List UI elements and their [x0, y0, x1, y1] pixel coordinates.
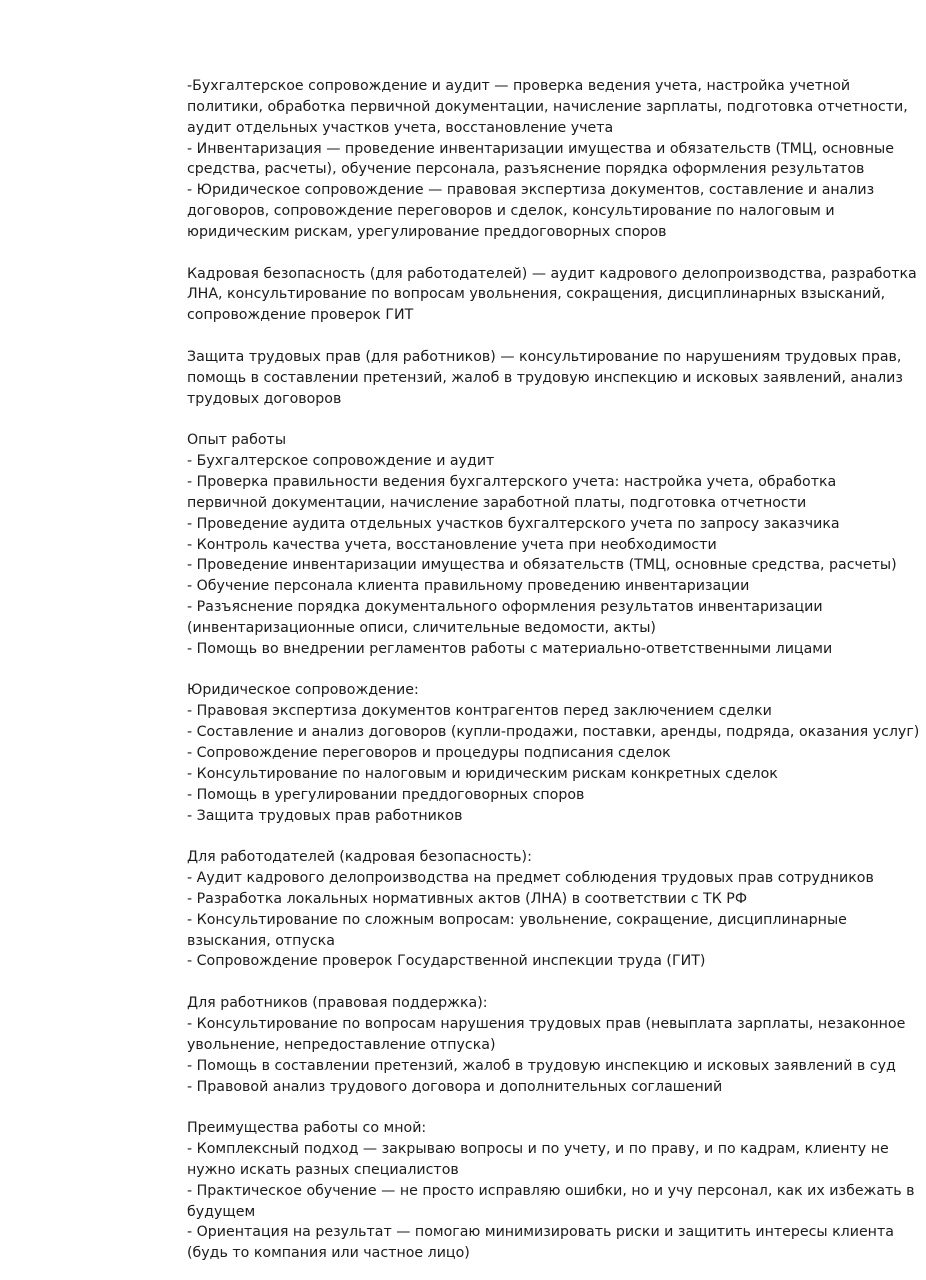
list-item: - Разъяснение порядка документального оформления результатов инвентаризации: [187, 599, 823, 616]
text-line: Защита трудовых прав (для работников) — консультирование по нарушениям трудовых прав,: [187, 348, 902, 365]
list-item: - Комплексный подход — закрываю вопросы и по учету, и по праву, и по кадрам, клиенту не: [187, 1141, 889, 1158]
paragraph-gap: [187, 410, 887, 431]
employers-section: [187, 847, 887, 972]
text-line: юридическим рискам, урегулирование преддоговорных споров: [187, 223, 667, 240]
list-item: - Консультирование по сложным вопросам: увольнение, сокращение, дисциплинарные: [187, 911, 847, 928]
list-item: - Защита трудовых прав работников: [187, 807, 463, 824]
list-item: нужно искать разных специалистов: [187, 1161, 459, 1178]
text-line: трудовых договоров: [187, 390, 342, 407]
legal-support-section: [187, 680, 920, 826]
text-line: ЛНА, консультирование по вопросам увольнения, сокращения, дисциплинарных взысканий,: [187, 286, 886, 303]
paragraph-gap: [187, 826, 887, 847]
list-item: - Бухгалтерское сопровождение и аудит: [187, 453, 495, 470]
list-item: - Разработка локальных нормативных актов (ЛНА) в соответствии с ТК РФ: [187, 890, 748, 907]
list-item: - Составление и анализ договоров (купли-продажи, поставки, аренды, подряда, оказания услуг): [187, 724, 920, 741]
section-heading: Для работодателей (кадровая безопасность):: [187, 849, 532, 866]
list-item: - Правовой анализ трудового договора и дополнительных соглашений: [187, 1078, 723, 1095]
section-heading: Преимущества работы со мной:: [187, 1120, 427, 1137]
list-item: - Помощь в составлении претензий, жалоб в трудовую инспекцию и исковых заявлений в суд: [187, 1057, 896, 1074]
list-item: - Контроль качества учета, восстановление учета при необходимости: [187, 536, 717, 553]
list-item: первичной документации, начисление заработной платы, подготовка отчетности: [187, 494, 807, 511]
paragraph-gap: [187, 972, 887, 993]
paragraph-gap: [187, 1097, 887, 1118]
list-item: (будь то компания или частное лицо): [187, 1245, 470, 1262]
text-line: - Юридическое сопровождение — правовая экспертиза документов, составление и анализ: [187, 182, 875, 199]
list-item: - Ориентация на результат — помогаю минимизировать риски и защитить интересы клиента: [187, 1224, 894, 1241]
list-item: взыскания, отпуска: [187, 932, 335, 949]
work-experience-section: [187, 430, 897, 659]
paragraph-gap: [187, 326, 887, 347]
list-item: - Аудит кадрового делопроизводства на предмет соблюдения трудовых прав сотрудников: [187, 870, 874, 887]
section-heading: Юридическое сопровождение:: [187, 682, 419, 699]
text-line: договоров, сопровождение переговоров и сделок, консультирование по налоговым и: [187, 203, 835, 220]
text-line: -Бухгалтерское сопровождение и аудит — проверка ведения учета, настройка учетной: [187, 78, 851, 94]
list-item: - Проведение инвентаризации имущества и обязательств (ТМЦ, основные средства, расчеты): [187, 557, 897, 574]
labor-rights-section: [187, 347, 903, 410]
list-item: будущем: [187, 1203, 256, 1220]
list-item: - Помощь во внедрении регламентов работы с материально-ответственными лицами: [187, 640, 833, 657]
text-line: Кадровая безопасность (для работодателей) — аудит кадрового делопроизводства, разработка: [187, 265, 917, 282]
advantages-section: [187, 1118, 915, 1264]
paragraph-gap: [187, 660, 887, 681]
paragraph-gap: [187, 243, 887, 264]
text-line: - Инвентаризация — проведение инвентаризации имущества и обязательств (ТМЦ, основные: [187, 140, 894, 157]
list-item: - Практическое обучение — не просто исправляю ошибки, но и учу персонал, как их избежать в: [187, 1182, 915, 1199]
list-item: - Консультирование по налоговым и юридическим рискам конкретных сделок: [187, 765, 778, 782]
list-item: - Правовая экспертиза документов контрагентов перед заключением сделки: [187, 703, 772, 720]
list-item: - Консультирование по вопросам нарушения трудовых прав (невыплата зарплаты, незаконное: [187, 1015, 906, 1032]
list-item: - Сопровождение переговоров и процедуры подписания сделок: [187, 745, 671, 761]
section-heading: Опыт работы: [187, 432, 287, 449]
list-item: - Проведение аудита отдельных участков бухгалтерского учета по запросу заказчика: [187, 515, 840, 532]
employees-section: [187, 993, 906, 1097]
text-line: аудит отдельных участков учета, восстановление учета: [187, 119, 614, 136]
list-item: - Обучение персонала клиента правильному проведению инвентаризации: [187, 578, 750, 595]
hr-security-section: [187, 264, 917, 327]
text-line: помощь в составлении претензий, жалоб в трудовую инспекцию и исковых заявлений, анализ: [187, 369, 903, 386]
text-line: сопровождение проверок ГИТ: [187, 307, 414, 324]
text-line: политики, обработка первичной документации, начисление зарплаты, подготовка отчетности,: [187, 98, 908, 115]
text-line: средства, расчеты), обучение персонала, разъяснение порядка оформления результатов: [187, 161, 865, 178]
services-summary-section: [187, 76, 908, 243]
list-item: - Проверка правильности ведения бухгалтерского учета: настройка учета, обработка: [187, 474, 837, 491]
section-heading: Для работников (правовая поддержка):: [187, 995, 488, 1012]
list-item: - Помощь в урегулировании преддоговорных споров: [187, 786, 585, 803]
list-item: - Сопровождение проверок Государственной инспекции труда (ГИТ): [187, 953, 706, 970]
list-item: (инвентаризационные описи, сличительные ведомости, акты): [187, 619, 656, 636]
list-item: увольнение, непредоставление отпуска): [187, 1036, 496, 1053]
document-body: [187, 76, 920, 1264]
